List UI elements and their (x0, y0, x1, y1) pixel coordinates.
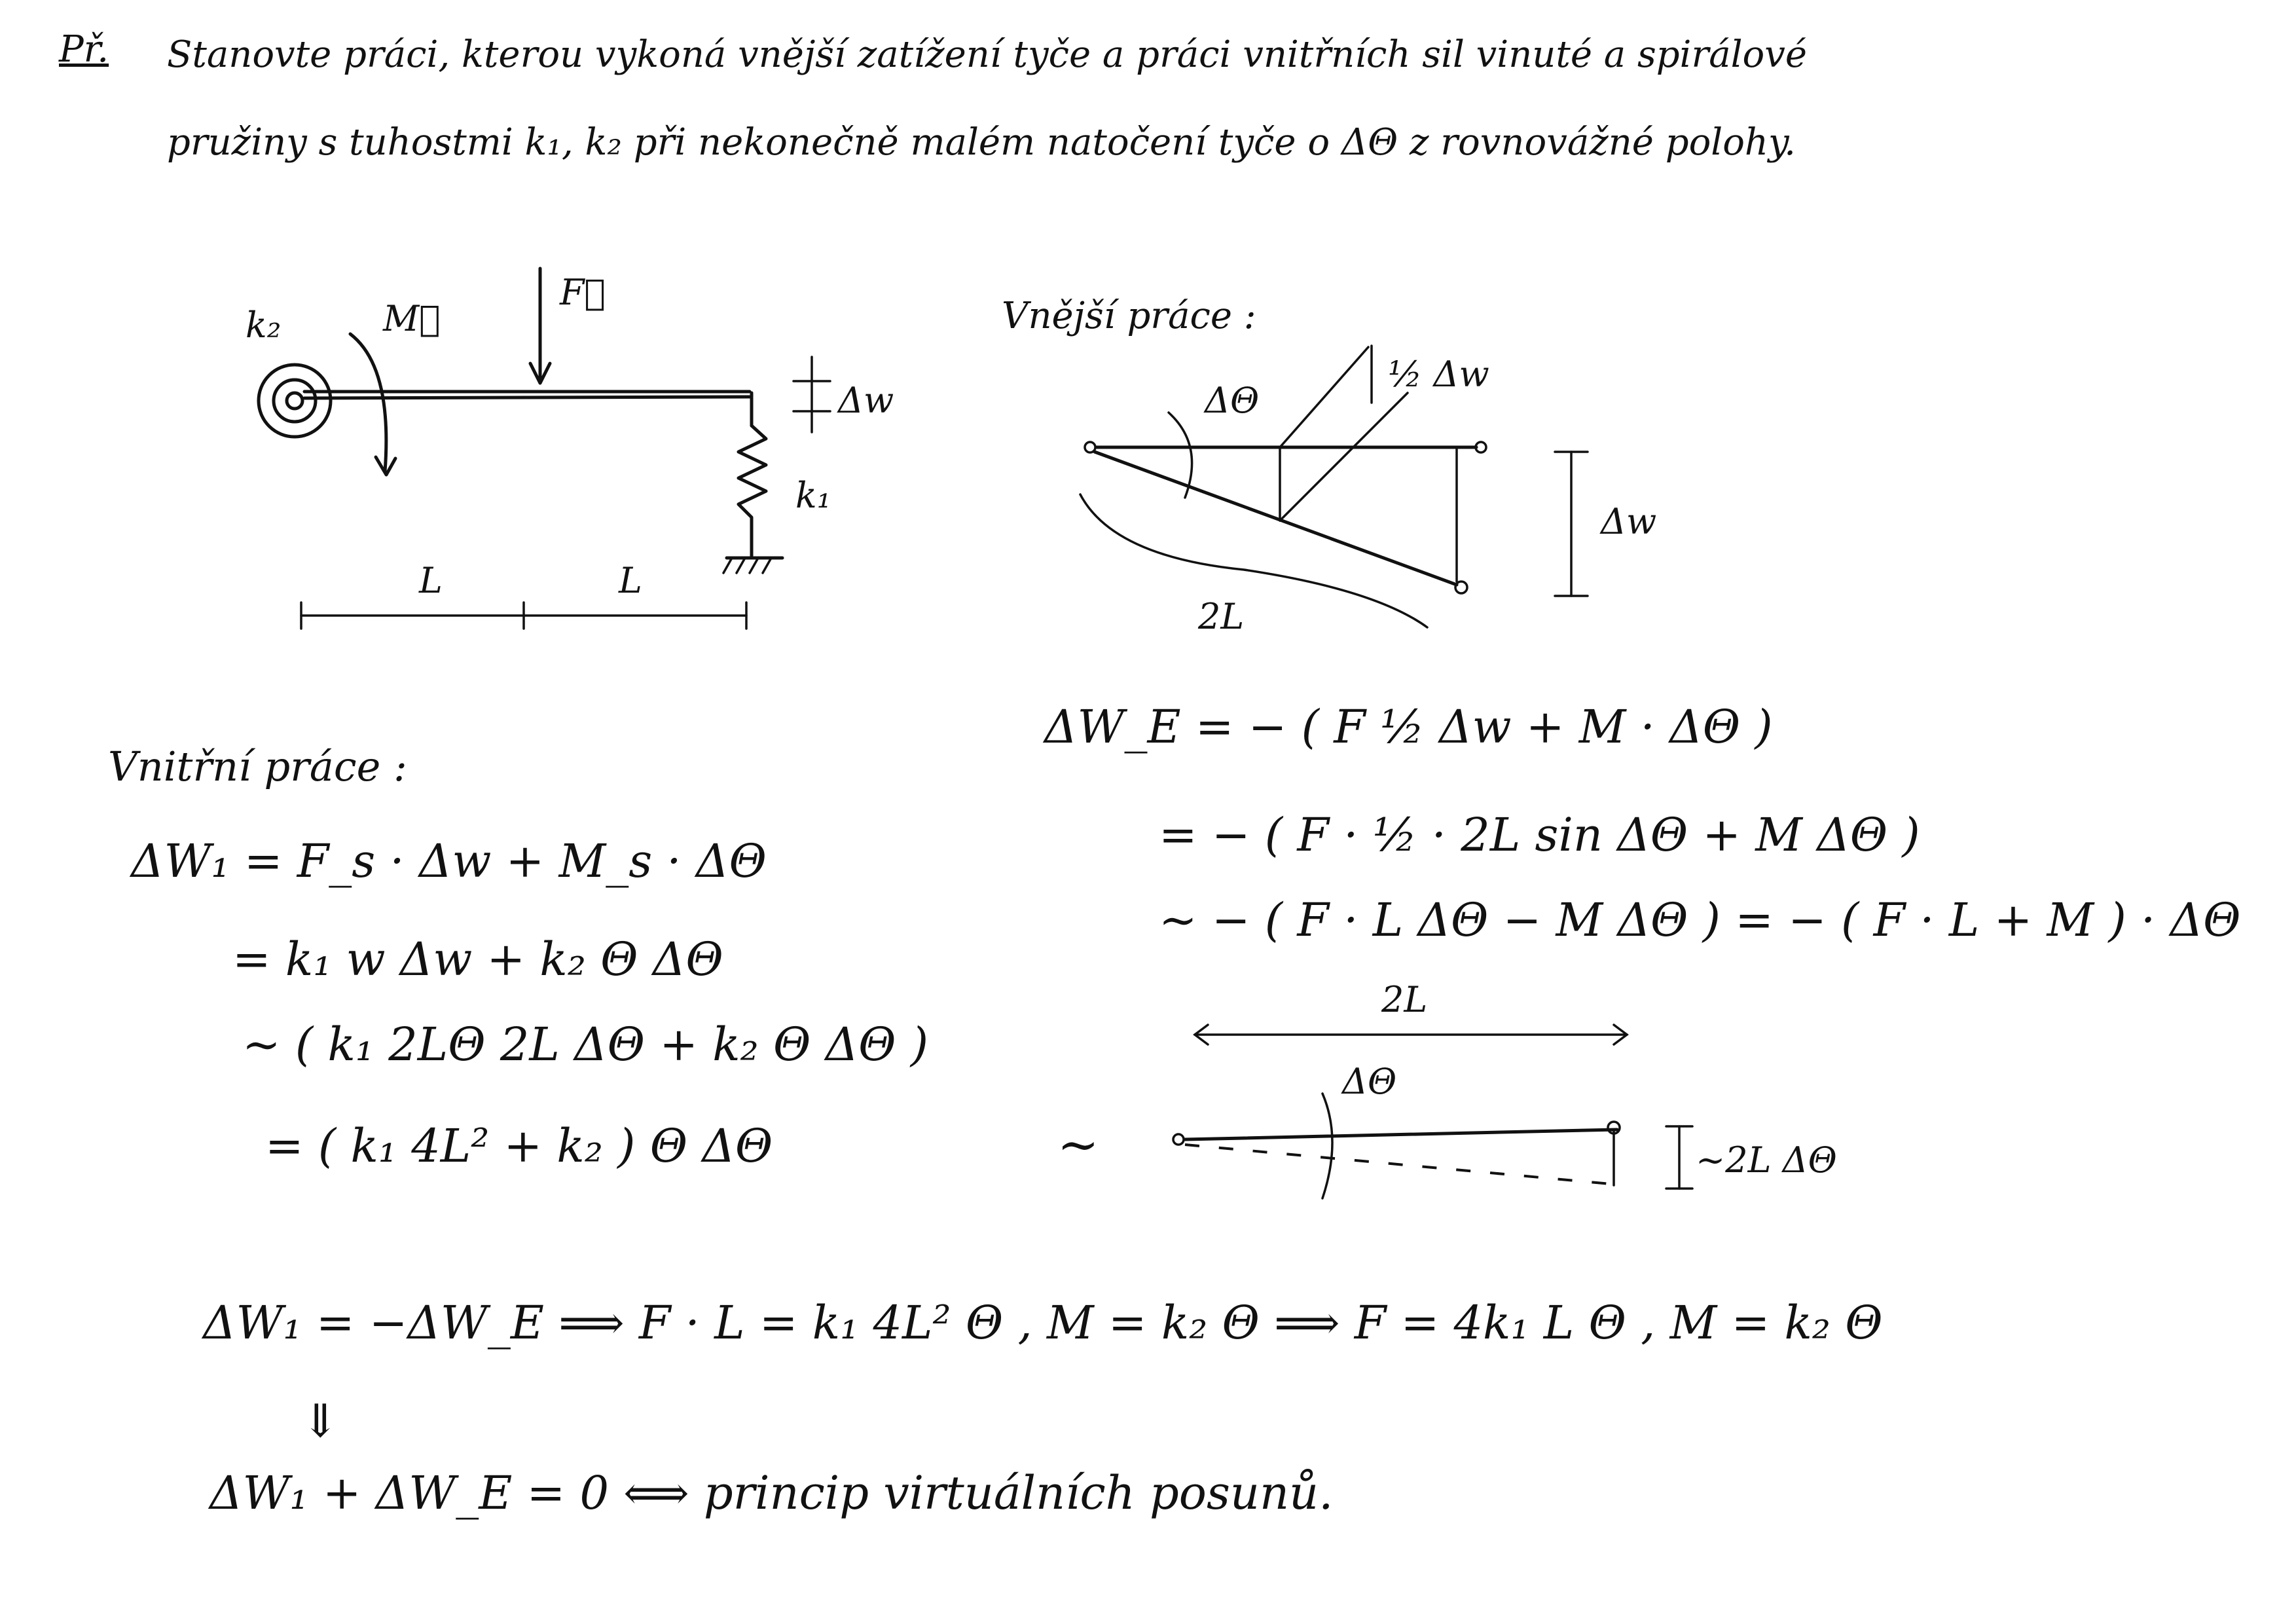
approx-pivot (1173, 1134, 1184, 1145)
final-line-1: ΔW₁ = −ΔW_E ⟹ F · L = k₁ 4L² Θ , M = k₂ Θ ⟹ F = 4k₁ L Θ , M = k₂ Θ (203, 1296, 1883, 1350)
ext-label-dw: Δw (1601, 501, 1657, 542)
internal-eq-3: ∼ ( k₁ 2LΘ 2L ΔΘ + k₂ Θ ΔΘ ) (242, 1018, 929, 1071)
internal-eq-1: ΔW₁ = F_s · Δw + M_s · ΔΘ (131, 834, 767, 888)
label-k2: k₂ (246, 304, 282, 346)
internal-eq-4: = ( k₁ 4L² + k₂ ) Θ ΔΘ (265, 1119, 773, 1173)
external-eq-2: = − ( F · ½ · 2L sin ΔΘ + M ΔΘ ) (1159, 808, 1920, 862)
approx-rotation-arc (1322, 1094, 1332, 1198)
beam-diagram (259, 268, 830, 629)
spiral-spring-core (287, 393, 302, 409)
external-work-diagram (1080, 346, 1588, 627)
label-dw: Δw (838, 380, 894, 421)
label-k1: k₁ (795, 475, 831, 516)
approx-label-dtheta: ΔΘ (1342, 1061, 1397, 1102)
ext-label-half-dw: ½ Δw (1388, 354, 1489, 395)
ext-label-dtheta: ΔΘ (1205, 380, 1260, 421)
problem-line-1: Stanovte práci, kterou vykoná vnější zatížení tyče a práci vnitřních sil vinuté a spirálové (167, 33, 1808, 76)
label-len-1: L (419, 560, 443, 601)
ground-hatch (723, 558, 771, 573)
problem-prefix: Př. (59, 28, 109, 71)
mid-guide-2 (1280, 393, 1408, 521)
external-eq-3: ∼ − ( F · L ΔΘ − M ΔΘ ) = − ( F · L + M ) · ΔΘ (1159, 893, 2241, 947)
internal-eq-2: = k₁ w Δw + k₂ Θ ΔΘ (232, 932, 723, 986)
linear-spring (738, 426, 766, 557)
final-implies: ⇓ (301, 1394, 340, 1448)
label-moment: M⃗ (383, 298, 441, 339)
approx-symbol: ∼ (1057, 1115, 1099, 1173)
spiral-spring-inner (274, 380, 316, 422)
mid-guide-1 (1280, 347, 1368, 447)
label-len-2: L (619, 560, 642, 601)
problem-line-2: pružiny s tuhostmi k₁, k₂ při nekonečně malém natočení tyče o ΔΘ z rovnovážné polohy. (167, 121, 1796, 164)
final-line-2: ΔW₁ + ΔW_E = 0 ⟺ princip virtuálních posunů. (210, 1466, 1334, 1520)
spiral-spring-outer (259, 365, 331, 437)
rotated-end-node (1455, 581, 1467, 593)
approx-rotated (1185, 1145, 1611, 1184)
beam-bottom (304, 397, 750, 398)
label-force: F⃗ (560, 272, 606, 313)
approx-label-len: 2L (1381, 979, 1428, 1020)
linear-approx-diagram (1173, 1025, 1692, 1198)
moment-arrow (350, 334, 386, 471)
rotated-beam (1095, 452, 1457, 585)
external-work-title: Vnější práce : (1002, 295, 1256, 337)
approx-beam (1185, 1130, 1617, 1139)
internal-work-title: Vnitřní práce : (108, 743, 407, 790)
ext-label-len: 2L (1198, 596, 1245, 637)
external-eq-1: ΔW_E = − ( F ½ Δw + M · ΔΘ ) (1044, 700, 1773, 754)
approx-label-disp: ∼2L ΔΘ (1696, 1139, 1837, 1181)
length-brace (1080, 494, 1427, 627)
